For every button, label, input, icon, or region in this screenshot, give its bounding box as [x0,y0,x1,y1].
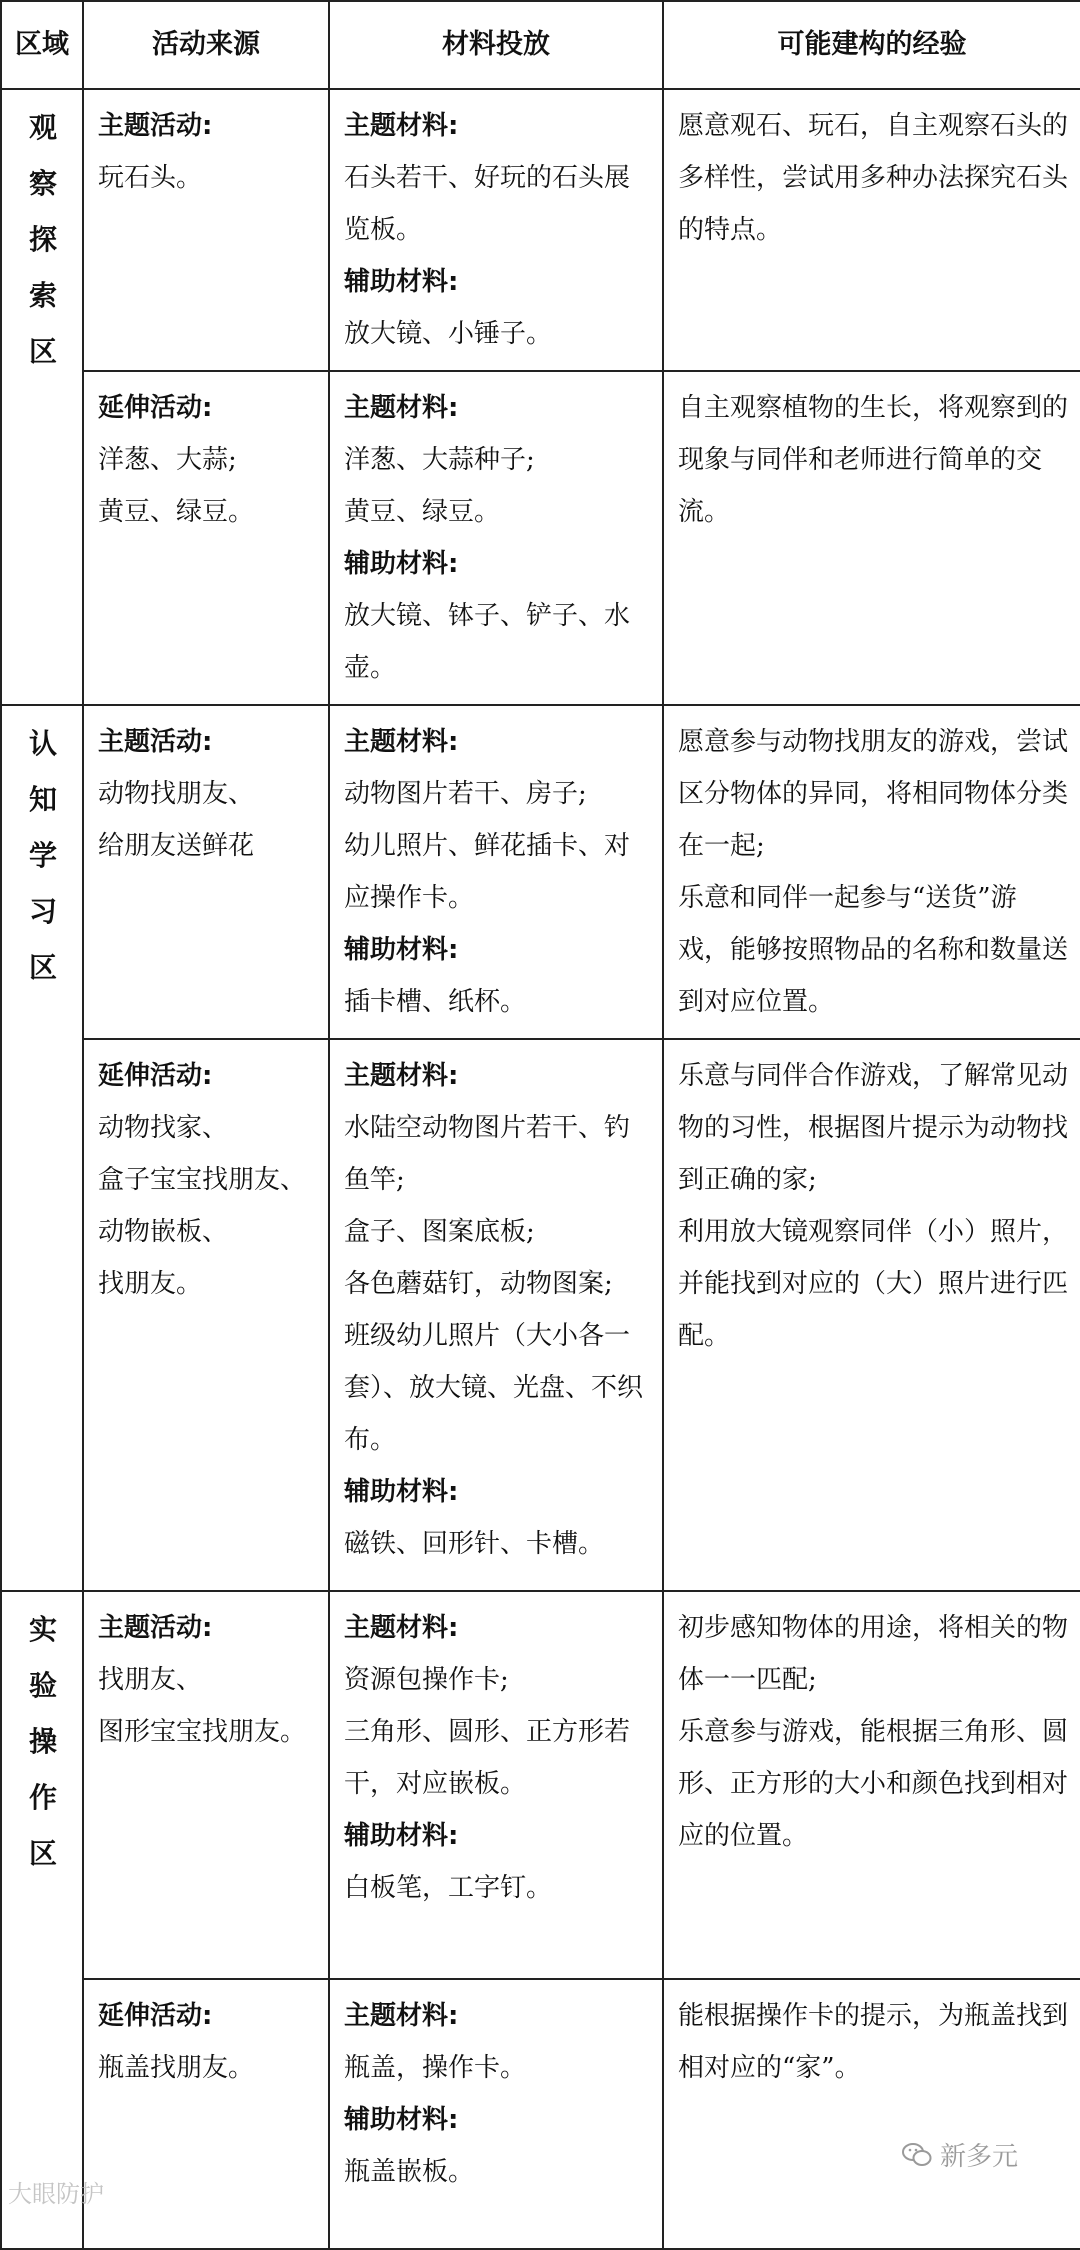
region-char: 实 [28,1613,57,1646]
region-cell [1,1591,83,2249]
main-material-item: 幼儿照片、鲜花插卡、对应操作卡。 [344,831,631,913]
materials-cell [329,89,663,371]
source-label: 延伸活动: [98,393,213,423]
activity-source-cell [83,1979,329,2249]
region-char: 区 [28,335,57,368]
region-char: 探 [28,223,57,256]
region-cell [1,705,83,1591]
aux-material-item: 磁铁、回形针、卡槽。 [344,1529,605,1559]
experience-item: 愿意参与动物找朋友的游戏，尝试区分物体的异同，将相同物体分类在一起; [678,727,1069,861]
source-item: 盒子宝宝找朋友、 [98,1165,307,1195]
region-char: 认 [28,727,57,760]
experience-cell [663,1979,1080,2249]
experience-cell [663,705,1080,1039]
experience-item: 利用放大镜观察同伴（小）照片，并能找到对应的（大）照片进行匹配。 [678,1217,1069,1351]
source-label: 主题活动: [98,727,213,757]
experience-cell [663,371,1080,705]
source-item: 图形宝宝找朋友。 [98,1717,307,1747]
source-item: 找朋友、 [98,1665,203,1695]
main-materials-label: 主题材料: [344,2001,459,2031]
main-material-item: 石头若干、好玩的石头展览板。 [344,163,631,245]
source-item: 洋葱、大蒜; [98,445,237,475]
main-material-item: 资源包操作卡; [344,1665,509,1695]
main-material-item: 班级幼儿照片（大小各一套）、放大镜、光盘、不织布。 [344,1321,644,1455]
header-activity-source: 活动来源 [83,1,329,89]
source-label: 主题活动: [98,1613,213,1643]
experience-item: 能根据操作卡的提示，为瓶盖找到相对应的“家”。 [678,2001,1069,2083]
source-label: 延伸活动: [98,2001,213,2031]
experience-item: 乐意和同伴一起参与“送货”游戏，能够按照物品的名称和数量送到对应位置。 [678,883,1069,1017]
wechat-icon [902,2142,932,2168]
activity-source-cell [83,1591,329,1979]
source-item: 动物嵌板、 [98,1217,229,1247]
source-item: 瓶盖找朋友。 [98,2053,255,2083]
experience-item: 初步感知物体的用途，将相关的物体一一匹配; [678,1613,1069,1695]
region-cell [1,89,83,705]
aux-materials-label: 辅助材料: [344,549,459,579]
main-materials-label: 主题材料: [344,1613,459,1643]
source-item: 给朋友送鲜花 [98,831,255,861]
header-materials: 材料投放 [329,1,663,89]
aux-materials-label: 辅助材料: [344,267,459,297]
aux-material-item: 瓶盖嵌板。 [344,2157,475,2187]
experience-cell [663,89,1080,371]
aux-materials-label: 辅助材料: [344,2105,459,2135]
source-item: 动物找家、 [98,1113,229,1143]
watermark-right [902,2136,1018,2173]
watermark-left: 大眼防护 [8,2180,104,2208]
aux-material-item: 白板笔，工字钉。 [344,1873,553,1903]
experience-cell [663,1039,1080,1591]
table-row [1,89,1080,371]
region-char: 操 [28,1725,57,1758]
region-char: 学 [28,839,57,872]
table-row [1,705,1080,1039]
aux-material-item: 插卡槽、纸杯。 [344,987,527,1017]
table-body [1,89,1080,2249]
region-char: 索 [28,279,57,312]
activity-source-cell [83,705,329,1039]
region-char: 习 [28,895,57,928]
activity-source-cell [83,1039,329,1591]
main-material-item: 黄豆、绿豆。 [344,497,501,527]
main-materials-label: 主题材料: [344,111,459,141]
main-material-item: 水陆空动物图片若干、钓鱼竿; [344,1113,631,1195]
region-char: 区 [28,951,57,984]
main-material-item: 各色蘑菇钉，动物图案; [344,1269,613,1299]
main-material-item: 三角形、圆形、正方形若干，对应嵌板。 [344,1717,631,1799]
materials-cell [329,1591,663,1979]
experience-item: 自主观察植物的生长，将观察到的现象与同伴和老师进行简单的交流。 [678,393,1069,527]
region-char: 区 [28,1837,57,1870]
aux-materials-label: 辅助材料: [344,935,459,965]
table-row [1,371,1080,705]
source-item: 玩石头。 [98,163,203,193]
aux-material-item: 放大镜、钵子、铲子、水壶。 [344,601,631,683]
experience-cell [663,1591,1080,1979]
main-materials-label: 主题材料: [344,393,459,423]
aux-materials-label: 辅助材料: [344,1477,459,1507]
aux-material-item: 放大镜、小锤子。 [344,319,553,349]
experience-item: 乐意参与游戏，能根据三角形、圆形、正方形的大小和颜色找到相对应的位置。 [678,1717,1069,1851]
header-experience: 可能建构的经验 [663,1,1080,89]
region-char: 察 [28,167,57,200]
header-region: 区域 [1,1,83,89]
region-char: 知 [28,783,57,816]
source-label: 主题活动: [98,111,213,141]
main-materials-label: 主题材料: [344,727,459,757]
region-char: 作 [28,1781,57,1814]
table-row [1,1979,1080,2249]
table-row [1,1591,1080,1979]
source-label: 延伸活动: [98,1061,213,1091]
experience-item: 乐意与同伴合作游戏，了解常见动物的习性，根据图片提示为动物找到正确的家; [678,1061,1069,1195]
main-materials-label: 主题材料: [344,1061,459,1091]
region-char: 观 [28,111,57,144]
experience-item: 愿意观石、玩石，自主观察石头的多样性，尝试用多种办法探究石头的特点。 [678,111,1069,245]
source-item: 黄豆、绿豆。 [98,497,255,527]
materials-cell [329,705,663,1039]
main-material-item: 盒子、图案底板; [344,1217,535,1247]
activity-source-cell [83,89,329,371]
watermark-right-label: 新多元 [939,2142,1018,2172]
materials-cell [329,371,663,705]
materials-cell [329,1039,663,1591]
main-material-item: 洋葱、大蒜种子; [344,445,535,475]
source-item: 找朋友。 [98,1269,203,1299]
activity-source-cell [83,371,329,705]
table-header-row [1,1,1080,89]
main-material-item: 瓶盖，操作卡。 [344,2053,527,2083]
main-material-item: 动物图片若干、房子; [344,779,587,809]
source-item: 动物找朋友、 [98,779,255,809]
region-char: 验 [28,1669,57,1702]
table-row [1,1039,1080,1591]
aux-materials-label: 辅助材料: [344,1821,459,1851]
materials-cell [329,1979,663,2249]
